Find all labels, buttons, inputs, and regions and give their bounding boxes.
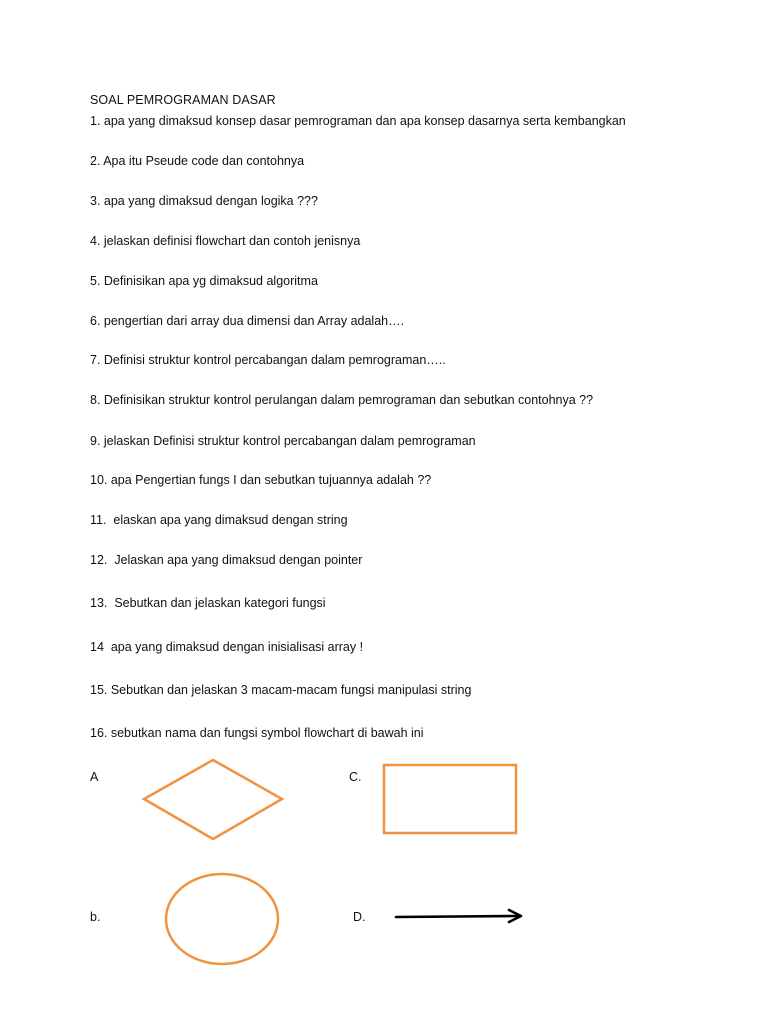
question-13: 13. Sebutkan dan jelaskan kategori fungsi bbox=[90, 596, 326, 610]
document-title: SOAL PEMROGRAMAN DASAR bbox=[90, 93, 276, 107]
question-16: 16. sebutkan nama dan fungsi symbol flowchart di bawah ini bbox=[90, 726, 424, 740]
question-2: 2. Apa itu Pseude code dan contohnya bbox=[90, 154, 305, 168]
symbol-d-label: D. bbox=[353, 910, 366, 924]
arrow-icon bbox=[394, 906, 526, 926]
question-1: 1. apa yang dimaksud konsep dasar pemrograman dan apa konsep dasarnya serta kembangkan bbox=[90, 114, 626, 128]
symbol-c-label: C. bbox=[349, 770, 362, 784]
symbol-b-label: b. bbox=[90, 910, 101, 924]
question-10: 10. apa Pengertian fungs I dan sebutkan tujuannya adalah ?? bbox=[90, 473, 432, 487]
symbol-a-label: A bbox=[90, 770, 99, 784]
question-15: 15. Sebutkan dan jelaskan 3 macam-macam fungsi manipulasi string bbox=[90, 683, 472, 697]
question-6: 6. pengertian dari array dua dimensi dan Array adalah…. bbox=[90, 314, 405, 328]
question-11: 11. elaskan apa yang dimaksud dengan string bbox=[90, 513, 348, 527]
diamond-icon bbox=[140, 757, 286, 843]
ellipse-icon bbox=[162, 871, 282, 967]
question-3: 3. apa yang dimaksud dengan logika ??? bbox=[90, 194, 318, 208]
rectangle-icon bbox=[381, 762, 519, 836]
question-5: 5. Definisikan apa yg dimaksud algoritma bbox=[90, 274, 318, 288]
question-14: 14 apa yang dimaksud dengan inisialisasi array ! bbox=[90, 640, 364, 654]
question-7: 7. Definisi struktur kontrol percabangan dalam pemrograman….. bbox=[90, 353, 446, 367]
question-12: 12. Jelaskan apa yang dimaksud dengan pointer bbox=[90, 553, 363, 567]
question-9: 9. jelaskan Definisi struktur kontrol percabangan dalam pemrograman bbox=[90, 434, 476, 448]
question-4: 4. jelaskan definisi flowchart dan contoh jenisnya bbox=[90, 234, 361, 248]
question-8: 8. Definisikan struktur kontrol perulangan dalam pemrograman dan sebutkan contohnya ?? bbox=[90, 393, 594, 407]
